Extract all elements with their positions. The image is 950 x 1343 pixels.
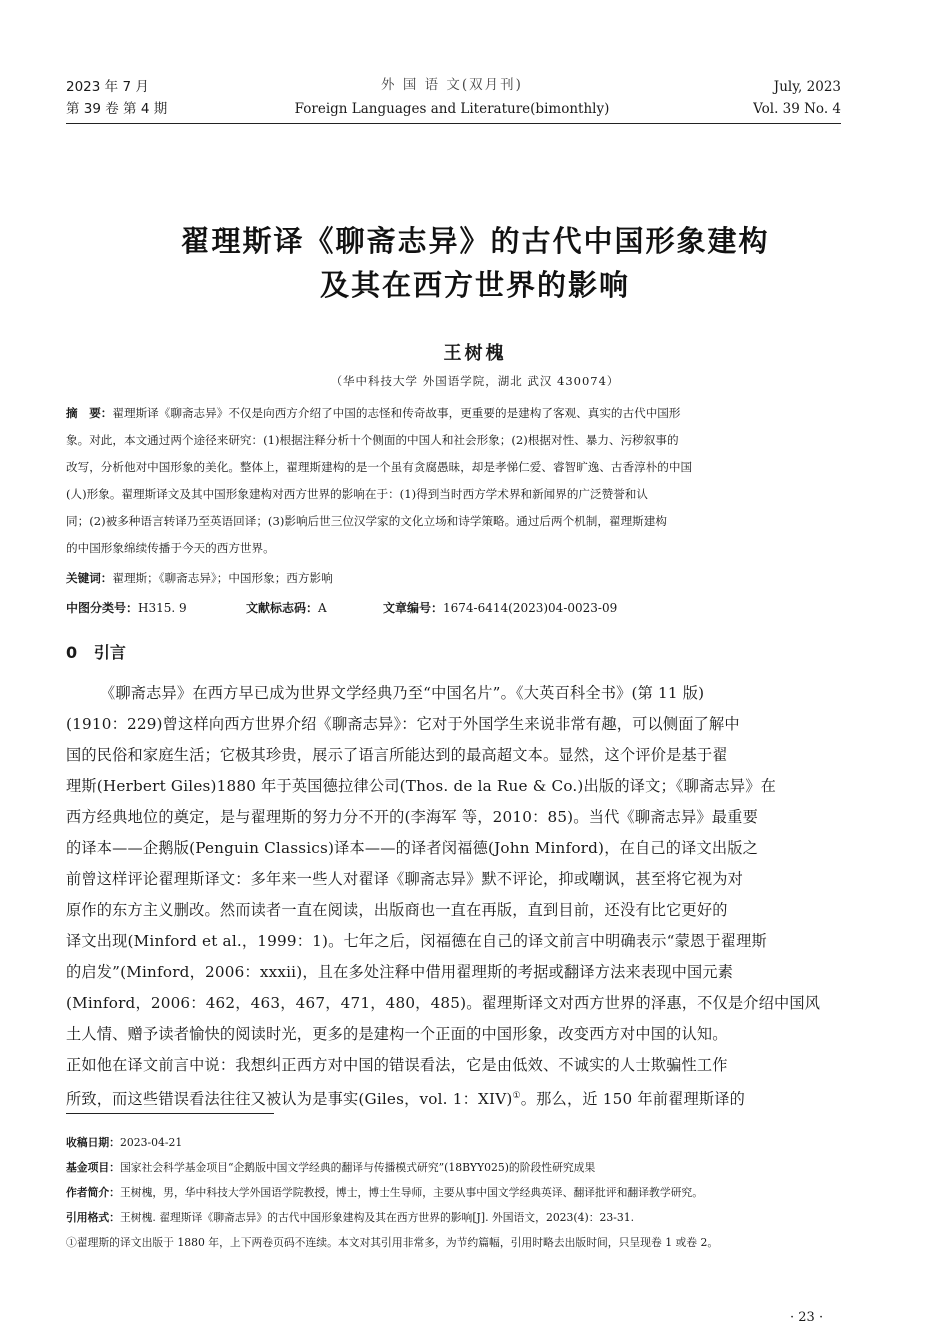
section-number: 0 [66,643,78,662]
body-line: 土人情、赠予读者愉快的阅读时光，更多的是建构一个正面的中国形象，改变西方对中国的认知。 [66,1025,728,1043]
author-bio: 作者简介：王树槐，男，华中科技大学外国语学院教授，博士，博士生导师，主要从事中国文学经典英译、翻译批评和翻译教学研究。 [66,1186,704,1199]
footnote-ref[interactable]: ① [512,1091,521,1101]
body-line: 正如他在译文前言中说：我想纠正西方对中国的错误看法，它是由低效、不诚实的人士欺骗性工作 [66,1056,728,1074]
author-name: 王树槐 [443,343,507,364]
title-line-2: 及其在西方世界的影响 [319,268,630,302]
body-line: (Minford，2006：462，463，467，471，480，485)。翟理斯译文对西方世界的泽惠，不仅是介绍中国风 [66,994,821,1012]
citation-format: 引用格式：王树槐. 翟理斯译《聊斋志异》的古代中国形象建构及其在西方世界的影响[J]. 外国语文，2023(4)：23-31. [66,1211,635,1224]
keywords-text: 翟理斯；《聊斋志异》；中国形象；西方影响 [112,571,333,585]
abstract-line: 象。对此，本文通过两个途径来研究：(1)根据注释分析十个侧面的中国人和社会形象；(2)根据对性、暴力、污秽叙事的 [66,433,679,447]
abstract-label: 摘 要： [66,406,113,420]
abstract-line: 同；(2)被多种语言转译乃至英语回译；(3)影响后世三位汉学家的文化立场和诗学策略。通过后两个机制，翟理斯建构 [66,514,667,528]
body-line: 理斯(Herbert Giles)1880 年于英国德拉律公司(Thos. de la Rue & Co.)出版的译文；《聊斋志异》在 [66,777,776,795]
body-line: 西方经典地位的奠定，是与翟理斯的努力分不开的(李海军 等，2010：85)。当代《聊斋志异》最重要 [66,808,758,826]
header-volume-cn: 第 39 卷 第 4 期 [66,101,168,117]
clc-number: 中图分类号：H315. 9 [66,601,187,615]
section-heading [66,640,126,663]
abstract-line: (人)形象。翟理斯译文及其中国形象建构对西方世界的影响在于：(1)得到当时西方学术界和新闻界的广泛赞誉和认 [66,487,648,501]
body-line: 所致，而这些错误看法往往又被认为是事实(Giles，vol. 1：XIV)①。那么，近 150 年前翟理斯译的 [66,1090,746,1109]
body-line: 国的民俗和家庭生活；它极其珍贵，展示了语言所能达到的最高超文本。显然，这个评价是基于翟 [66,746,728,764]
body-line: (1910：229)曾这样向西方世界介绍《聊斋志异》：它对于外国学生来说非常有趣，可以侧面了解中 [66,715,740,733]
received-date: 收稿日期：2023-04-21 [66,1136,183,1149]
footnote-1: ①翟理斯的译文出版于 1880 年，上下两卷页码不连续。本文对其引用非常多，为节约篇幅，引用时略去出版时间，只呈现卷 1 或卷 2。 [66,1236,719,1249]
abstract-line: 改写，分析他对中国形象的美化。整体上，翟理斯建构的是一个虽有贪腐愚昧，却是孝悌仁爱、睿智旷逸、古香淳朴的中国 [66,460,693,474]
journal-name-en: Foreign Languages and Literature(bimonthly) [294,101,610,117]
footnote-rule [66,1113,274,1114]
page-number: · 23 · [790,1310,824,1325]
affiliation: （华中科技大学 外国语学院，湖北 武汉 430074） [330,374,620,388]
keywords-label: 关键词： [66,571,113,585]
body-line: 原作的东方主义删改。然而读者一直在阅读，出版商也一直在再版，直到目前，还没有比它更好的 [66,901,728,919]
header-rule [66,123,841,124]
keywords [66,570,852,586]
body-line: 的启发”(Minford，2006：xxxii)，且在多处注释中借用翟理斯的考据或翻译方法来表现中国元素 [66,963,734,981]
header-date-en: July, 2023 [773,79,841,95]
body-line: 译文出现(Minford et al.，1999：1)。七年之后，闵福德在自己的译文前言中明确表示“蒙恩于翟理斯 [66,932,767,950]
body-line: 的译本——企鹅版(Penguin Classics)译本——的译者闵福德(John Minford)，在自己的译文出版之 [66,839,759,857]
fund-info: 基金项目：国家社会科学基金项目“企鹅版中国文学经典的翻译与传播模式研究”(18BYY025)的阶段性研究成果 [66,1161,596,1174]
title-line-1: 翟理斯译《聊斋志异》的古代中国形象建构 [180,224,770,258]
article-number: 文章编号：1674-6414(2023)04-0023-09 [383,601,618,615]
body-line: 《聊斋志异》在西方早已成为世界文学经典乃至“中国名片”。《大英百科全书》(第 11 版) [100,684,705,702]
body-line: 前曾这样评论翟理斯译文：多年来一些人对翟译《聊斋志异》默不评论，抑或嘲讽，甚至将它视为对 [66,870,744,888]
abstract-line: 摘 要：翟理斯译《聊斋志异》不仅是向西方介绍了中国的志怪和传奇故事，更重要的是建构了客观、真实的古代中国形 [66,406,681,420]
journal-name-cn: 外 国 语 文(双月刊) [381,77,523,93]
header-volume-en: Vol. 39 No. 4 [753,101,841,117]
header-date: 2023 年 7 月 [66,79,149,95]
section-title: 引言 [93,643,126,662]
document-code: 文献标志码：A [246,601,327,615]
abstract-line: 的中国形象绵续传播于今天的西方世界。 [66,541,275,555]
